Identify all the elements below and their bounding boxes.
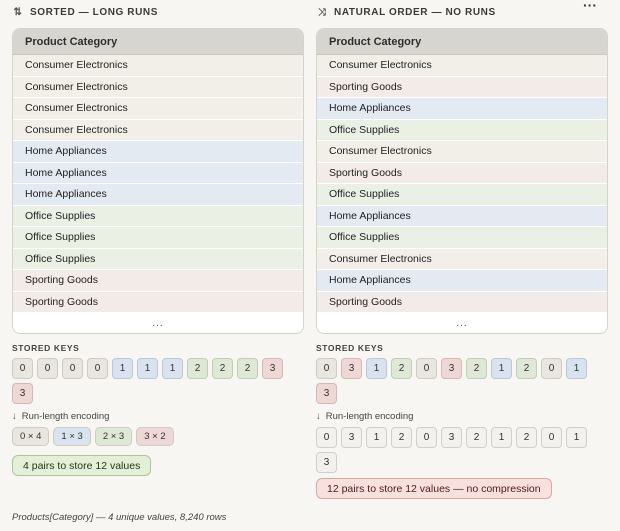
table-row: Home Appliances (317, 206, 607, 228)
rle-pair-chip: 1 (566, 427, 587, 448)
table-row: Office Supplies (13, 249, 303, 271)
summary-badge: 4 pairs to store 12 values (12, 455, 151, 476)
table-row: Consumer Electronics (317, 141, 607, 163)
rle-pair-chip: 2 (391, 427, 412, 448)
rle-pair-chip: 0 (316, 427, 337, 448)
rle-label: ↓ Run-length encoding (12, 411, 110, 422)
rle-pair-chip: 0 (416, 427, 437, 448)
key-chip: 2 (391, 358, 412, 379)
table-row: Consumer Electronics (13, 98, 303, 120)
footer-note: Products[Category] — 4 unique values, 8,240 rows (12, 512, 227, 523)
key-chip: 2 (466, 358, 487, 379)
key-chip: 0 (316, 358, 337, 379)
natural-table (316, 28, 608, 334)
table-row: Sporting Goods (317, 77, 607, 99)
key-chip: 3 (262, 358, 283, 379)
key-chip: 1 (566, 358, 587, 379)
key-chip: 3 (316, 383, 337, 404)
table-row: Consumer Electronics (13, 120, 303, 142)
table-row: Sporting Goods (13, 292, 303, 314)
table-row: Home Appliances (317, 270, 607, 292)
table-row: Home Appliances (13, 184, 303, 206)
rle-pair-chip: 3 (441, 427, 462, 448)
rle-pair-chip: 1 × 3 (53, 427, 90, 446)
summary-badge: 12 pairs to store 12 values — no compression (316, 478, 552, 499)
arrow-down-icon: ↓ (12, 411, 17, 422)
key-chip: 1 (137, 358, 158, 379)
key-chip: 0 (541, 358, 562, 379)
key-chip: 0 (87, 358, 108, 379)
table-row: Office Supplies (317, 227, 607, 249)
key-chip: 1 (112, 358, 133, 379)
key-chip: 2 (212, 358, 233, 379)
rle-pair-chip: 3 (316, 452, 337, 473)
key-chip: 2 (237, 358, 258, 379)
rle-pair-chip: 3 × 2 (136, 427, 173, 446)
key-chip: 3 (341, 358, 362, 379)
key-chip: 3 (12, 383, 33, 404)
shuffle-icon: ⤨ (317, 6, 327, 18)
key-chip: 2 (516, 358, 537, 379)
table-row: Office Supplies (13, 206, 303, 228)
natural-panel-title: ⤨ NATURAL ORDER — NO RUNS (317, 6, 496, 18)
stored-keys-label: STORED KEYS (12, 343, 80, 353)
rle-pair-chip: 2 × 3 (95, 427, 132, 446)
table-row: Consumer Electronics (317, 249, 607, 271)
table-row: Sporting Goods (13, 270, 303, 292)
more-rows-indicator: ... (13, 313, 303, 333)
rle-label: ↓ Run-length encoding (316, 411, 414, 422)
sorted-panel (12, 0, 304, 334)
stored-keys (12, 358, 304, 404)
key-chip: 1 (366, 358, 387, 379)
table-row: Consumer Electronics (13, 55, 303, 77)
table-row: Office Supplies (13, 227, 303, 249)
table-row: Sporting Goods (317, 163, 607, 185)
rle-pair-chip: 2 (466, 427, 487, 448)
table-header: Product Category (317, 29, 607, 55)
rle-pairs (12, 427, 304, 446)
natural-panel (316, 0, 608, 334)
sorted-panel-title: ⇅ SORTED — LONG RUNS (13, 6, 159, 18)
rle-pair-chip: 1 (366, 427, 387, 448)
key-chip: 0 (416, 358, 437, 379)
table-row: Office Supplies (317, 120, 607, 142)
table-row: Office Supplies (317, 184, 607, 206)
key-chip: 0 (62, 358, 83, 379)
key-chip: 0 (12, 358, 33, 379)
sort-icon: ⇅ (13, 6, 23, 18)
arrow-down-icon: ↓ (316, 411, 321, 422)
stored-keys (316, 358, 608, 404)
table-row: Consumer Electronics (317, 55, 607, 77)
table-row: Home Appliances (13, 141, 303, 163)
more-options-icon[interactable]: ··· (583, 0, 597, 13)
rle-pair-chip: 3 (341, 427, 362, 448)
key-chip: 2 (187, 358, 208, 379)
more-rows-indicator: ... (317, 313, 607, 333)
rle-pairs (316, 427, 608, 473)
table-row: Consumer Electronics (13, 77, 303, 99)
table-row: Home Appliances (13, 163, 303, 185)
key-chip: 3 (441, 358, 462, 379)
key-chip: 0 (37, 358, 58, 379)
key-chip: 1 (162, 358, 183, 379)
stored-keys-label: STORED KEYS (316, 343, 384, 353)
table-header: Product Category (13, 29, 303, 55)
rle-pair-chip: 2 (516, 427, 537, 448)
rle-pair-chip: 0 (541, 427, 562, 448)
table-row: Sporting Goods (317, 292, 607, 314)
sorted-table (12, 28, 304, 334)
rle-pair-chip: 1 (491, 427, 512, 448)
table-row: Home Appliances (317, 98, 607, 120)
key-chip: 1 (491, 358, 512, 379)
rle-pair-chip: 0 × 4 (12, 427, 49, 446)
